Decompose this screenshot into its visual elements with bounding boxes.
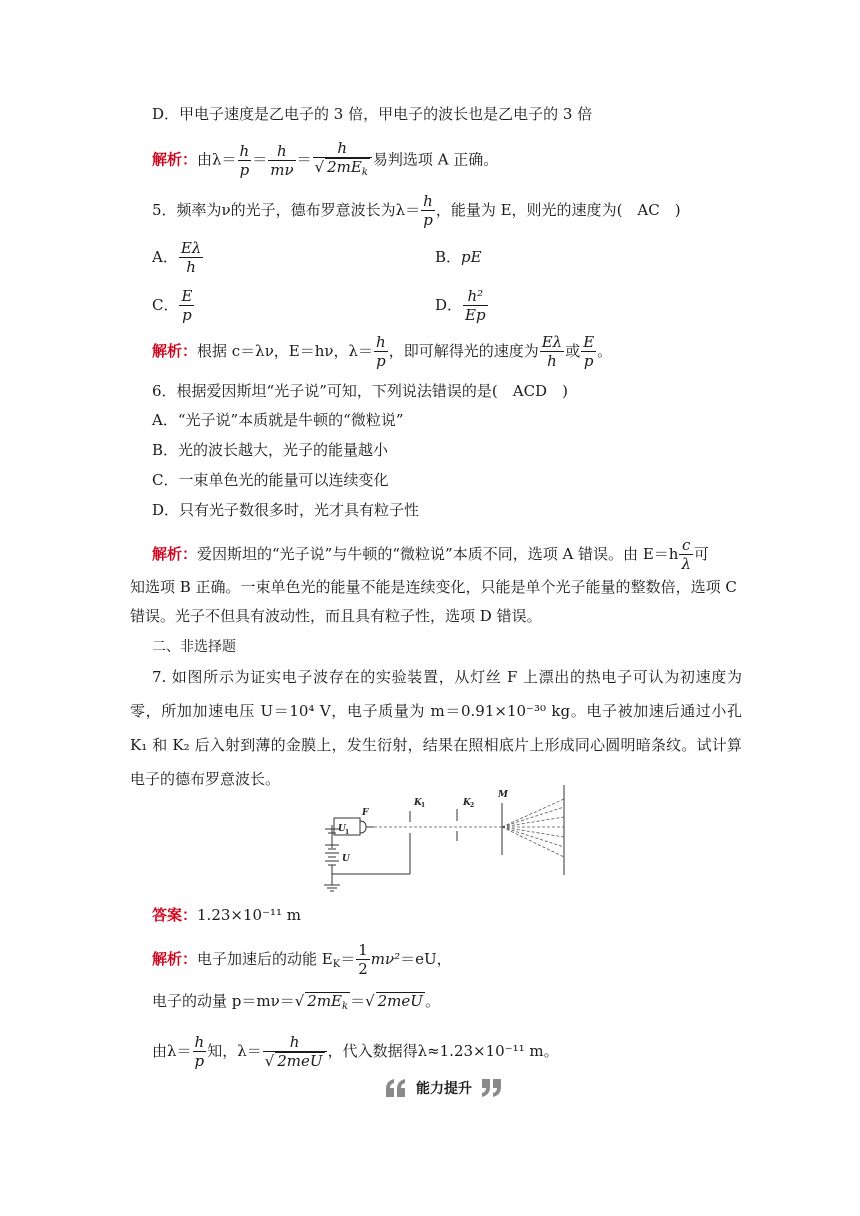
q4-analysis: 解析：由λ＝ $\frac{h}{p}$ ＝ $\frac{h}{m\nu}$ ＝ $\frac{h}{√ 2mE_k}$ 易判选项 A 正确。 (152, 140, 498, 181)
q7-analysis-line3: 由λ＝ $\frac{h}{p}$ 知，λ＝ $\frac{h}{\text{√ 2meU}}$ ，代入数据得λ≈1.23×10⁻¹¹ m。 (152, 1033, 559, 1070)
q6-option-a: A．“光子说”本质就是牛顿的“微粒说” (152, 411, 404, 429)
open-quote-icon (384, 1077, 408, 1099)
q7-analysis-line2: 电子的动量 p＝mν＝√ $2mE_k$ ＝√ 2meU 。 (152, 991, 440, 1015)
svg-text:1: 1 (421, 802, 426, 809)
close-quote-icon (480, 1077, 504, 1099)
q5-option-c: C． $\frac{E}{p}$ (152, 287, 193, 324)
q6-analysis-line2: 知选项 B 正确。一束单色光的能量不能是连续变化，只能是单个光子能量的整数倍，选项 C (130, 578, 737, 596)
label-U1: U (338, 824, 346, 834)
label-U: U (342, 854, 350, 864)
q7-analysis-line1: 解析：电子加速后的动能 $E_K=$ $\frac{1}{2}$ mν²＝eU， (152, 941, 452, 978)
q5-option-b: B．pE (435, 248, 482, 266)
filament (360, 821, 366, 833)
q6-stem: 6．根据爱因斯坦“光子说”可知，下列说法错误的是( ACD ) (152, 382, 568, 400)
banner-title: 能力提升 (416, 1081, 472, 1097)
q4-option-d: D．甲电子速度是乙电子的 3 倍，甲电子的波长也是乙电子的 3 倍 (152, 105, 593, 123)
q7-answer: 答案：1.23×10⁻¹¹ m (152, 906, 302, 924)
svg-text:2: 2 (470, 802, 475, 809)
q5-stem: 5．频率为ν的光子，德布罗意波长为λ＝ $\frac{h}{p}$ ，能量为 E，则光的速度为( AC ) (152, 192, 681, 229)
q5-analysis: 解析：根据 c＝λν，E＝hν，λ＝ $\frac{h}{p}$ ，即可解得光的速度为 $\frac{E\lambda}{h}$ 或 $\frac{E}{p}$ 。 (152, 333, 613, 370)
label-M: M (498, 790, 508, 800)
label-K2: K (463, 798, 471, 808)
ability-banner (384, 1075, 504, 1101)
q5-option-d: D． $\frac{\text{h²}}{Ep}$ (435, 287, 486, 324)
experiment-figure (318, 785, 588, 893)
q6-analysis-line3: 错误。光子不但具有波动性，而且具有粒子性，选项 D 错误。 (130, 607, 542, 625)
label-K1: K (414, 798, 422, 808)
q7-text: 7. 如图所示为证实电子波存在的实验装置，从灯丝 F 上漂出的热电子可认为初速度为零，所加加速电压 U＝10⁴ V，电子质量为 m＝0.91×10⁻³⁰ kg。电子被加速后通过小孔 K₁ 和 K₂ 后入射到薄的金膜上，发生衍射，结果在照相底片上形成同心圆明暗条纹。试计算电子的德布罗意波长。 (130, 668, 742, 788)
analysis-label: 解析： (152, 150, 198, 169)
q6-option-c: C．一束单色光的能量可以连续变化 (152, 471, 389, 489)
label-F: F (362, 808, 369, 818)
svg-text:1: 1 (345, 829, 350, 836)
section-heading: 二、非选择题 (152, 639, 236, 655)
q6-option-b: B．光的波长越大，光子的能量越小 (152, 441, 389, 459)
q6-analysis-line1: 解析：爱因斯坦的“光子说”与牛顿的“微粒说”本质不同，选项 A 错误。由 E＝h $\frac{c}{\lambda}$ 可 (152, 536, 709, 573)
q6-option-d: D．只有光子数很多时，光才具有粒子性 (152, 501, 420, 519)
q5-option-a: A． $\frac{E\lambda}{h}$ (152, 239, 202, 276)
